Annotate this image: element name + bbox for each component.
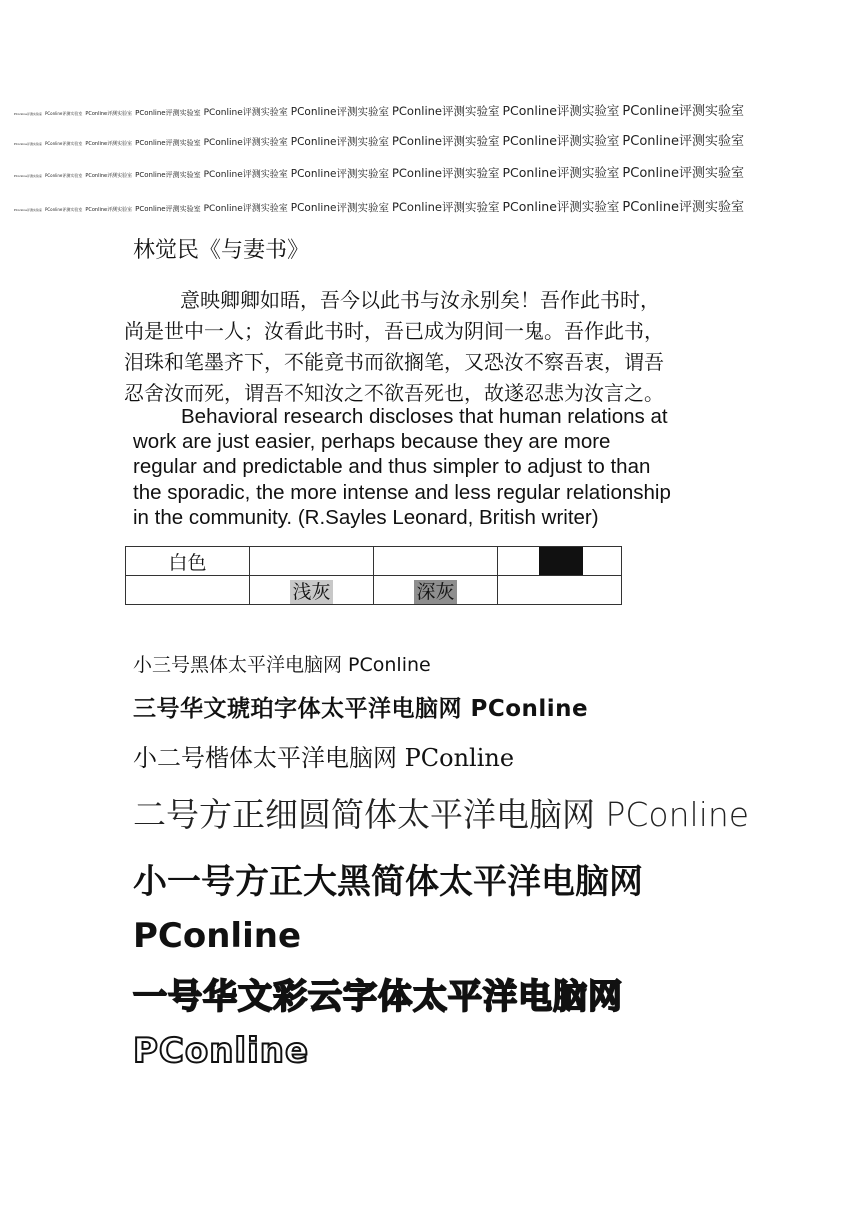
test-segment: PConline评测实验室 <box>85 111 133 117</box>
test-segment: PConline评测实验室 <box>85 207 133 213</box>
poem-line: 忍舍汝而死，谓吾不知汝之不欲吾死也，故遂忍悲为汝言之。 <box>124 381 664 405</box>
table-cell <box>126 576 250 605</box>
test-segment: PConline评测实验室 <box>13 142 42 146</box>
test-segment: PConline评测实验室 <box>135 205 201 213</box>
test-segment: PConline评测实验室 <box>13 174 42 178</box>
table-cell <box>126 547 250 576</box>
test-line-3 <box>11 162 744 181</box>
test-segment: PConline评测实验室 <box>13 112 42 116</box>
test-segment: PConline评测实验室 <box>391 104 500 118</box>
test-segment: PConline评测实验室 <box>622 134 744 149</box>
test-segment: PConline评测实验室 <box>44 111 83 116</box>
table-cell <box>498 547 622 576</box>
test-segment: PConline评测实验室 <box>13 208 42 212</box>
test-segment: PConline评测实验室 <box>44 207 83 212</box>
sample-two-thin-round: 二号方正细圆简体太平洋电脑网 PConline <box>133 795 750 834</box>
test-segment: PConline评测实验室 <box>203 138 288 148</box>
quote-line: in the community. (R.Sayles Leonard, British writer) <box>133 505 599 529</box>
test-segment: PConline评测实验室 <box>391 166 500 180</box>
dark-gray-label: 深灰 <box>416 580 455 603</box>
sample-small-three-heiti: 小三号黑体太平洋电脑网 PConline <box>133 654 431 676</box>
sample-small-one-big-black: 小一号方正大黑简体太平洋电脑网 PConline <box>133 862 643 956</box>
test-segment: PConline评测实验室 <box>203 204 288 214</box>
quote-line: the sporadic, the more intense and less regular relationship <box>133 480 671 504</box>
table-row <box>126 547 622 576</box>
sample-small-two-kaiti: 小二号楷体太平洋电脑网 PConline <box>133 744 515 772</box>
table-row <box>126 576 622 605</box>
test-line-2 <box>11 130 744 149</box>
test-segment: PConline评测实验室 <box>85 141 133 147</box>
test-segment: PConline评测实验室 <box>44 173 83 178</box>
test-segment: PConline评测实验室 <box>85 173 133 179</box>
test-segment: PConline评测实验室 <box>502 103 620 118</box>
test-segment: PConline评测实验室 <box>391 200 500 214</box>
white-label: 白色 <box>168 551 207 574</box>
test-segment: PConline评测实验室 <box>622 200 744 215</box>
table-cell <box>250 576 374 605</box>
test-segment: PConline评测实验室 <box>203 108 288 118</box>
poem-title: 林觉民《与妻书》 <box>133 238 310 263</box>
test-segment: PConline评测实验室 <box>44 141 83 146</box>
test-line-1 <box>11 100 744 119</box>
test-segment: PConline评测实验室 <box>622 104 744 119</box>
test-segment: PConline评测实验室 <box>391 134 500 148</box>
poem-line: 泪珠和笔墨齐下，不能竟书而欲搁笔，又恐汝不察吾衷，谓吾 <box>124 350 664 374</box>
test-segment: PConline评测实验室 <box>502 165 620 180</box>
table-cell <box>374 576 498 605</box>
quote-line: regular and predictable and thus simpler to adjust to than <box>133 455 651 479</box>
test-segment: PConline评测实验室 <box>135 171 201 179</box>
test-segment: PConline评测实验室 <box>290 136 389 148</box>
poem-paragraph <box>124 285 744 409</box>
poem-line: 意映卿卿如晤，吾今以此书与汝永别矣！吾作此书时， <box>180 288 660 312</box>
black-swatch <box>539 547 583 575</box>
table-cell <box>498 576 622 605</box>
test-segment: PConline评测实验室 <box>290 106 389 118</box>
table-cell <box>374 547 498 576</box>
gray-swatch-table <box>125 546 622 605</box>
quote-line: Behavioral research discloses that human relations at <box>181 405 668 428</box>
light-gray-label: 浅灰 <box>292 580 331 603</box>
test-segment: PConline评测实验室 <box>622 166 744 181</box>
test-segment: PConline评测实验室 <box>290 202 389 214</box>
test-segment: PConline评测实验室 <box>502 199 620 214</box>
quote-paragraph <box>133 404 753 530</box>
test-segment: PConline评测实验室 <box>290 168 389 180</box>
test-segment: PConline评测实验室 <box>135 139 201 147</box>
test-line-4 <box>11 196 744 215</box>
poem-line: 尚是世中一人；汝看此书时，吾已成为阴间一鬼。吾作此书， <box>124 319 664 343</box>
test-segment: PConline评测实验室 <box>502 133 620 148</box>
sample-three-amber: 三号华文琥珀字体太平洋电脑网 PConline <box>133 696 589 722</box>
test-segment: PConline评测实验室 <box>135 109 201 117</box>
test-segment: PConline评测实验室 <box>203 170 288 180</box>
quote-line: work are just easier, perhaps because they are more <box>133 430 611 454</box>
sample-one-caiyun-outline: 一号华文彩云字体太平洋电脑网 PConline <box>133 977 623 1071</box>
table-cell <box>250 547 374 576</box>
